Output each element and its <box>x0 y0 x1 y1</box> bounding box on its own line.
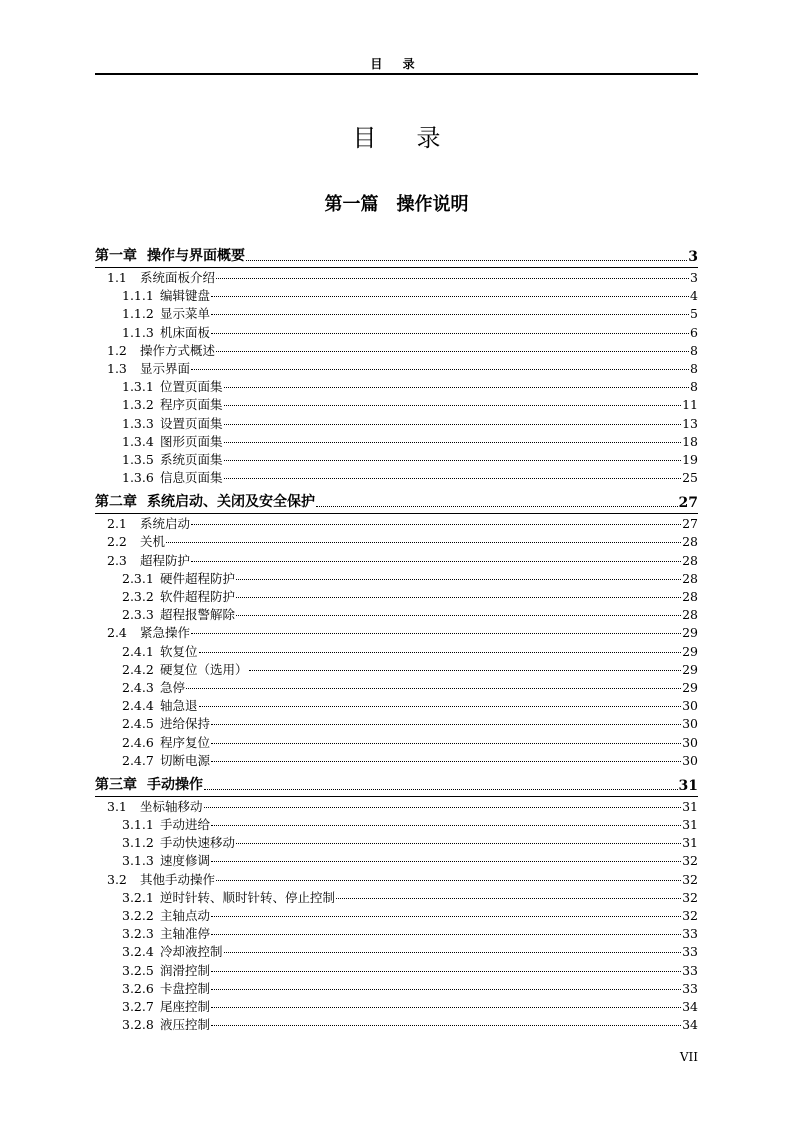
toc-entry-number: 1.3.5 <box>122 451 154 467</box>
toc-subsection-entry[interactable] <box>95 642 698 660</box>
toc-entry-number: 2.3.3 <box>122 607 154 623</box>
toc-entry-label: 编辑键盘 <box>160 288 211 304</box>
toc-entry-label: 超程防护 <box>140 552 191 568</box>
toc-subsection-entry[interactable] <box>95 924 698 942</box>
toc-entry-page: 18 <box>682 433 698 449</box>
toc-dot-leader <box>199 706 682 707</box>
toc-entry-page: 29 <box>682 625 698 641</box>
toc-entry-label: 系统启动 <box>140 516 191 532</box>
toc-entry-label: 显示界面 <box>140 360 191 376</box>
toc-entry-number: 3.2 <box>107 871 127 887</box>
toc-entry-label: 操作方式概述 <box>140 342 216 358</box>
toc-entry-page: 30 <box>682 752 698 768</box>
toc-dot-leader <box>236 579 681 580</box>
toc-entry-page: 29 <box>682 643 698 659</box>
toc-entry-label: 冷却液控制 <box>160 944 223 960</box>
toc-entry-label: 软件超程防护 <box>160 589 236 604</box>
toc-entry-page: 8 <box>690 379 698 395</box>
toc-entry-label: 手动进给 <box>160 817 211 833</box>
toc-dot-leader <box>216 351 689 352</box>
toc-entry-page: 28 <box>682 607 698 623</box>
toc-subsection-entry[interactable] <box>95 714 698 732</box>
toc-entry-label: 切断电源 <box>160 752 211 768</box>
toc-entry-number: 2.3.1 <box>122 570 154 586</box>
toc-entry-number: 1.1.1 <box>122 288 154 304</box>
toc-entry-page: 29 <box>682 661 698 677</box>
toc-subsection-entry[interactable] <box>95 450 698 468</box>
toc-entry-number: 2.3.2 <box>122 589 154 604</box>
toc-dot-leader <box>191 633 681 634</box>
toc-entry-number: 1.3.2 <box>122 397 154 413</box>
toc-dot-leader <box>224 952 682 953</box>
toc-entry-label: 逆时针转、顺时针转、停止控制 <box>160 889 336 905</box>
toc-entry-number: 2.4 <box>107 625 127 641</box>
toc-subsection-entry[interactable] <box>95 678 698 696</box>
toc-entry-label: 图形页面集 <box>160 433 223 449</box>
toc-entry-number: 2.4.6 <box>122 734 154 750</box>
toc-entry-number: 第一章 <box>95 248 137 264</box>
toc-entry-number: 3.1.3 <box>122 853 154 869</box>
toc-entry-number: 3.1.2 <box>122 835 154 851</box>
toc-subsection-entry[interactable] <box>95 906 698 924</box>
toc-dot-leader <box>211 296 689 297</box>
toc-dot-leader <box>211 861 681 862</box>
toc-entry-number: 1.1 <box>107 270 127 285</box>
toc-dot-leader <box>211 1007 681 1008</box>
toc-subsection-entry[interactable] <box>95 979 698 997</box>
toc-dot-leader <box>211 934 681 935</box>
toc-entry-number: 2.1 <box>107 516 127 532</box>
toc-dot-leader <box>199 652 682 653</box>
toc-entry-page: 27 <box>678 495 698 512</box>
toc-entry-page: 5 <box>690 306 698 322</box>
toc-entry-page: 31 <box>682 835 698 851</box>
toc-dot-leader <box>211 916 681 917</box>
toc-entry-label: 急停 <box>160 679 186 695</box>
toc-entry-number: 3.2.8 <box>122 1017 154 1033</box>
toc-entry-label: 液压控制 <box>160 1017 211 1033</box>
toc-entry-number: 3.2.7 <box>122 998 154 1014</box>
toc-entry-page: 3 <box>688 249 698 265</box>
toc-entry-number: 1.3.6 <box>122 470 154 486</box>
toc-subsection-entry[interactable] <box>95 961 698 979</box>
toc-dot-leader <box>204 807 682 808</box>
toc-entry-page: 34 <box>682 998 698 1014</box>
toc-dot-leader <box>211 761 681 762</box>
toc-subsection-entry[interactable] <box>95 286 698 304</box>
toc-entry-number: 2.4.3 <box>122 679 154 695</box>
toc-entry-label: 系统面板介绍 <box>140 270 216 285</box>
toc-entry-number: 3.2.4 <box>122 944 154 960</box>
toc-subsection-entry[interactable] <box>95 323 698 341</box>
toc-entry-label: 程序页面集 <box>160 397 223 413</box>
toc-entry-label: 机床面板 <box>160 324 211 340</box>
toc-entry-page: 31 <box>678 777 698 794</box>
toc-entry-page: 29 <box>682 679 698 695</box>
toc-entry-page: 30 <box>682 734 698 750</box>
toc-subsection-entry[interactable] <box>95 432 698 450</box>
toc-entry-label: 程序复位 <box>160 734 211 750</box>
toc-entry-label: 信息页面集 <box>160 470 223 486</box>
toc-entry-label: 主轴点动 <box>160 908 211 923</box>
toc-subsection-entry[interactable] <box>95 377 698 395</box>
toc-subsection-entry[interactable] <box>95 696 698 714</box>
toc-subsection-entry[interactable] <box>95 1015 698 1033</box>
toc-subsection-entry[interactable] <box>95 569 698 587</box>
toc-entry-page: 30 <box>682 716 698 732</box>
toc-section-entry[interactable] <box>95 514 698 532</box>
toc-entry-page: 8 <box>690 342 698 358</box>
toc-section-entry[interactable] <box>95 551 698 569</box>
toc-entry-page: 11 <box>682 397 698 413</box>
toc-entry-label: 硬复位（选用） <box>160 661 248 677</box>
part-title: 第一篇 操作说明 <box>324 194 469 215</box>
toc-entry-label: 尾座控制 <box>160 998 211 1014</box>
toc-subsection-entry[interactable] <box>95 660 698 678</box>
toc-subsection-entry[interactable] <box>95 304 698 322</box>
toc-subsection-entry[interactable] <box>95 888 698 906</box>
toc-entry-number: 3.2.3 <box>122 926 154 942</box>
toc-subsection-entry[interactable] <box>95 833 698 851</box>
toc-section-entry[interactable] <box>95 870 698 888</box>
toc-dot-leader <box>236 597 681 598</box>
toc-entry-number: 第三章 <box>95 776 137 793</box>
toc-dot-leader <box>249 670 682 671</box>
toc-entry-label: 位置页面集 <box>160 379 223 395</box>
toc-subsection-entry[interactable] <box>95 942 698 960</box>
header-rule <box>95 73 698 75</box>
toc-section-entry[interactable] <box>95 623 698 641</box>
toc-entry-label: 速度修调 <box>160 853 211 869</box>
toc-entry-number: 第二章 <box>95 494 137 511</box>
toc-entry-number: 2.4.7 <box>122 752 154 768</box>
toc-entry-number: 3.2.1 <box>122 889 154 905</box>
toc-entry-page: 31 <box>682 798 698 814</box>
toc-entry-page: 34 <box>682 1017 698 1033</box>
toc-dot-leader <box>224 442 682 443</box>
toc-entry-label: 润滑控制 <box>160 962 211 978</box>
toc-dot-leader <box>246 260 687 261</box>
toc-entry-label: 超程报警解除 <box>160 607 236 623</box>
toc-entry-number: 2.4.5 <box>122 716 154 732</box>
toc-dot-leader <box>224 387 690 388</box>
toc-entry-number: 1.3.3 <box>122 415 154 431</box>
toc-entry-number: 3.2.6 <box>122 980 154 996</box>
toc-entry-page: 28 <box>682 589 698 604</box>
page-title: 目录 <box>352 124 481 152</box>
toc-entry-number: 2.3 <box>107 552 127 568</box>
toc-entry-number: 3.2.2 <box>122 908 154 923</box>
toc-subsection-entry[interactable] <box>95 751 698 769</box>
toc-dot-leader <box>224 478 682 479</box>
toc-entry-label: 其他手动操作 <box>140 871 216 887</box>
toc-dot-leader <box>216 880 681 881</box>
toc-entry-label: 手动操作 <box>147 776 203 793</box>
toc-entry-label: 系统启动、关闭及安全保护 <box>147 494 315 511</box>
toc-entry-label: 主轴准停 <box>160 926 211 942</box>
toc-entry-page: 6 <box>690 324 698 340</box>
toc-entry-page: 4 <box>690 288 698 304</box>
toc-entry-number: 1.3 <box>107 360 127 376</box>
toc-entry-label: 硬件超程防护 <box>160 570 236 586</box>
toc-entry-number: 3.2.5 <box>122 962 154 978</box>
toc-entry-page: 32 <box>682 871 698 887</box>
toc-entry-page: 33 <box>682 980 698 996</box>
toc-section-entry[interactable] <box>95 532 698 550</box>
toc-entry-number: 3.1 <box>107 798 127 814</box>
toc-entry-number: 2.4.1 <box>122 643 154 659</box>
toc-entry-page: 28 <box>682 534 698 550</box>
toc-entry-page: 25 <box>682 470 698 486</box>
toc-dot-leader <box>211 989 681 990</box>
toc-subsection-entry[interactable] <box>95 733 698 751</box>
toc-entry-label: 显示菜单 <box>160 306 211 322</box>
toc-section-entry[interactable] <box>95 359 698 377</box>
toc-subsection-entry[interactable] <box>95 997 698 1015</box>
toc-entry-label: 紧急操作 <box>140 625 191 641</box>
toc-entry-label: 手动快速移动 <box>160 835 236 851</box>
toc-entry-label: 系统页面集 <box>160 451 223 467</box>
toc-dot-leader <box>204 789 678 790</box>
toc-dot-leader <box>211 314 689 315</box>
toc-subsection-entry[interactable] <box>95 605 698 623</box>
toc-dot-leader <box>316 506 678 507</box>
page-number: VII <box>679 1050 698 1064</box>
toc-section-entry[interactable] <box>95 341 698 359</box>
toc-dot-leader <box>236 615 681 616</box>
toc-dot-leader <box>211 1025 681 1026</box>
toc-entry-label: 软复位 <box>160 643 198 659</box>
toc-dot-leader <box>191 524 681 525</box>
toc-dot-leader <box>191 369 689 370</box>
toc-subsection-entry[interactable] <box>95 587 698 605</box>
toc-section-entry[interactable] <box>95 268 698 286</box>
toc-entry-page: 28 <box>682 570 698 586</box>
toc-entry-page: 28 <box>682 552 698 568</box>
toc-entry-page: 19 <box>682 451 698 467</box>
toc-entry-label: 轴急退 <box>160 698 198 714</box>
toc-dot-leader <box>336 898 681 899</box>
toc-subsection-entry[interactable] <box>95 815 698 833</box>
toc-subsection-entry[interactable] <box>95 851 698 869</box>
toc-entry-number: 2.4.2 <box>122 661 154 677</box>
toc-dot-leader <box>224 424 682 425</box>
toc-entry-page: 32 <box>682 853 698 869</box>
toc-dot-leader <box>166 542 681 543</box>
toc-entry-label: 设置页面集 <box>160 415 223 431</box>
toc-dot-leader <box>211 333 689 334</box>
toc-dot-leader <box>186 688 681 689</box>
toc-subsection-entry[interactable] <box>95 414 698 432</box>
table-of-contents <box>95 240 698 1033</box>
toc-entry-number: 1.1.3 <box>122 324 154 340</box>
toc-dot-leader <box>224 460 682 461</box>
toc-entry-number: 1.2 <box>107 342 127 358</box>
toc-entry-page: 8 <box>690 360 698 376</box>
toc-subsection-entry[interactable] <box>95 468 698 486</box>
toc-dot-leader <box>211 825 681 826</box>
toc-dot-leader <box>211 743 681 744</box>
toc-entry-label: 进给保持 <box>160 716 211 732</box>
toc-entry-number: 1.1.2 <box>122 306 154 322</box>
toc-dot-leader <box>211 724 681 725</box>
toc-dot-leader <box>211 971 681 972</box>
toc-entry-page: 3 <box>690 270 698 285</box>
toc-entry-page: 32 <box>682 908 698 923</box>
toc-entry-number: 3.1.1 <box>122 817 154 833</box>
toc-entry-page: 13 <box>682 415 698 431</box>
toc-dot-leader <box>216 278 689 279</box>
toc-entry-number: 1.3.1 <box>122 379 154 395</box>
toc-dot-leader <box>191 561 681 562</box>
toc-entry-page: 27 <box>682 516 698 532</box>
toc-entry-label: 关机 <box>140 534 166 550</box>
toc-dot-leader <box>224 405 682 406</box>
toc-entry-label: 卡盘控制 <box>160 980 211 996</box>
toc-entry-page: 30 <box>682 698 698 714</box>
toc-entry-number: 2.4.4 <box>122 698 154 714</box>
toc-chapter-entry[interactable] <box>95 486 698 514</box>
toc-chapter-entry[interactable] <box>95 769 698 797</box>
toc-subsection-entry[interactable] <box>95 395 698 413</box>
toc-entry-page: 32 <box>682 889 698 905</box>
toc-entry-number: 2.2 <box>107 534 127 550</box>
toc-entry-label: 坐标轴移动 <box>140 798 203 814</box>
toc-entry-page: 33 <box>682 962 698 978</box>
toc-entry-page: 33 <box>682 926 698 942</box>
toc-entry-number: 1.3.4 <box>122 433 154 449</box>
toc-dot-leader <box>236 843 681 844</box>
toc-chapter-entry[interactable] <box>95 240 698 268</box>
toc-entry-label: 操作与界面概要 <box>147 248 245 264</box>
toc-section-entry[interactable] <box>95 797 698 815</box>
toc-entry-page: 33 <box>682 944 698 960</box>
running-header: 目 录 <box>370 57 423 71</box>
toc-entry-page: 31 <box>682 817 698 833</box>
